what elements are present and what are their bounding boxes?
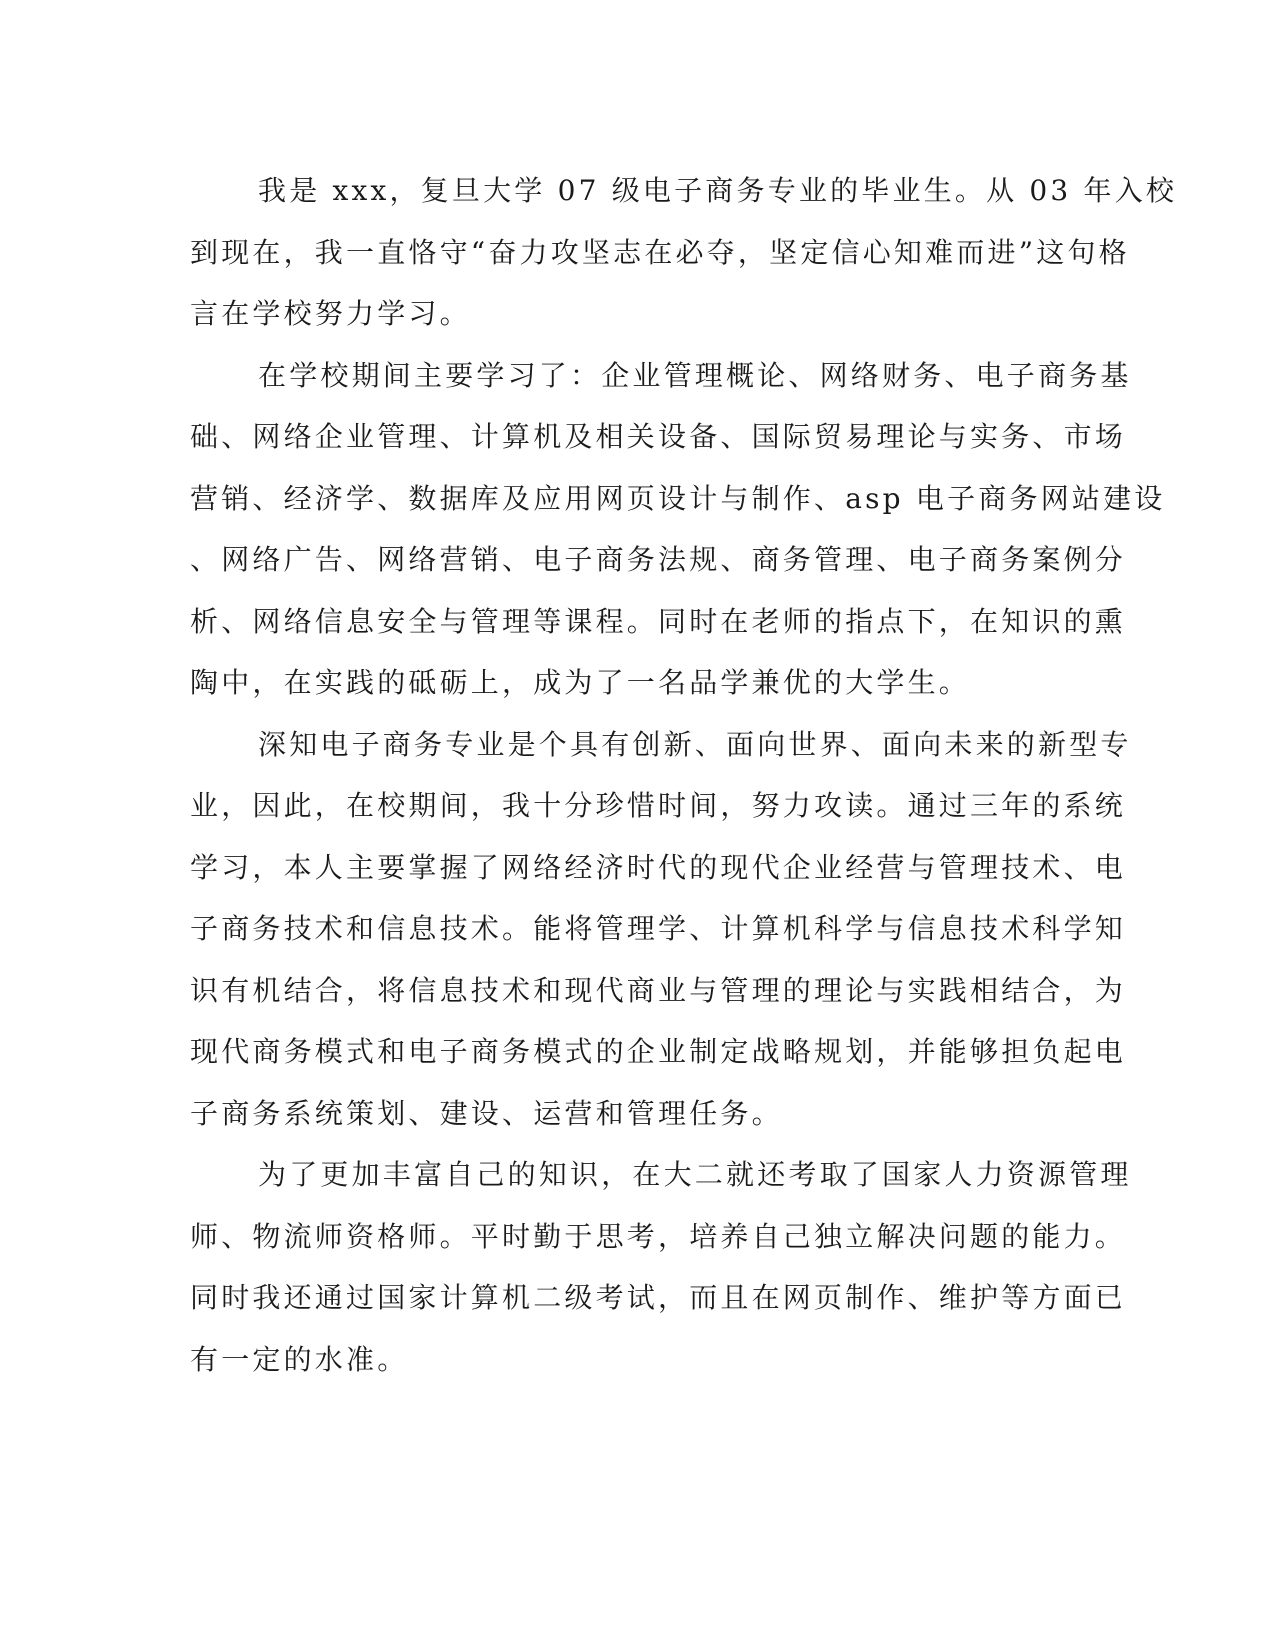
paragraph-major: [190, 714, 1132, 1145]
text-line: 础、网络企业管理、计算机及相关设备、国际贸易理论与实务、市场: [190, 420, 1127, 453]
text-line: 同时我还通过国家计算机二级考试，而且在网页制作、维护等方面已: [190, 1281, 1127, 1314]
text-line: 为了更加丰富自己的知识，在大二就还考取了国家人力资源管理: [258, 1158, 1132, 1191]
text-line: 我是 xxx，复旦大学 07 级电子商务专业的毕业生。从 03 年入校: [258, 174, 1178, 207]
text-line: 陶中，在实践的砥砺上，成为了一名品学兼优的大学生。: [190, 666, 971, 699]
paragraph-certificates: [190, 1144, 1132, 1390]
text-line: 析、网络信息安全与管理等课程。同时在老师的指点下，在知识的熏: [190, 604, 1127, 638]
text-line: 深知电子商务专业是个具有创新、面向世界、面向未来的新型专: [258, 727, 1132, 761]
text-line: 学习，本人主要掌握了网络经济时代的现代企业经营与管理技术、电: [190, 850, 1127, 884]
text-line: 现代商务模式和电子商务模式的企业制定战略规划，并能够担负起电: [190, 1035, 1127, 1068]
paragraph-courses: [190, 345, 1166, 714]
text-line: 子商务技术和信息技术。能将管理学、计算机科学与信息技术科学知: [190, 912, 1127, 945]
document-body: [190, 160, 1178, 1390]
text-line: 业，因此，在校期间，我十分珍惜时间，努力攻读。通过三年的系统: [190, 789, 1127, 822]
text-line: 、网络广告、网络营销、电子商务法规、商务管理、电子商务案例分: [190, 543, 1127, 576]
text-line: 识有机结合，将信息技术和现代商业与管理的理论与实践相结合，为: [190, 973, 1127, 1007]
text-line: 到现在，我一直恪守“奋力攻坚志在必夺，坚定信心知难而进”这句格: [190, 235, 1130, 269]
text-line: 营销、经济学、数据库及应用网页设计与制作、asp 电子商务网站建设: [190, 481, 1166, 515]
text-line: 在学校期间主要学习了：企业管理概论、网络财务、电子商务基: [258, 358, 1132, 392]
text-line: 子商务系统策划、建设、运营和管理任务。: [190, 1096, 783, 1130]
paragraph-intro: [190, 160, 1178, 345]
text-line: 言在学校努力学习。: [190, 297, 471, 330]
text-line: 师、物流师资格师。平时勤于思考，培养自己独立解决问题的能力。: [190, 1219, 1127, 1253]
text-line: 有一定的水准。: [190, 1342, 409, 1376]
